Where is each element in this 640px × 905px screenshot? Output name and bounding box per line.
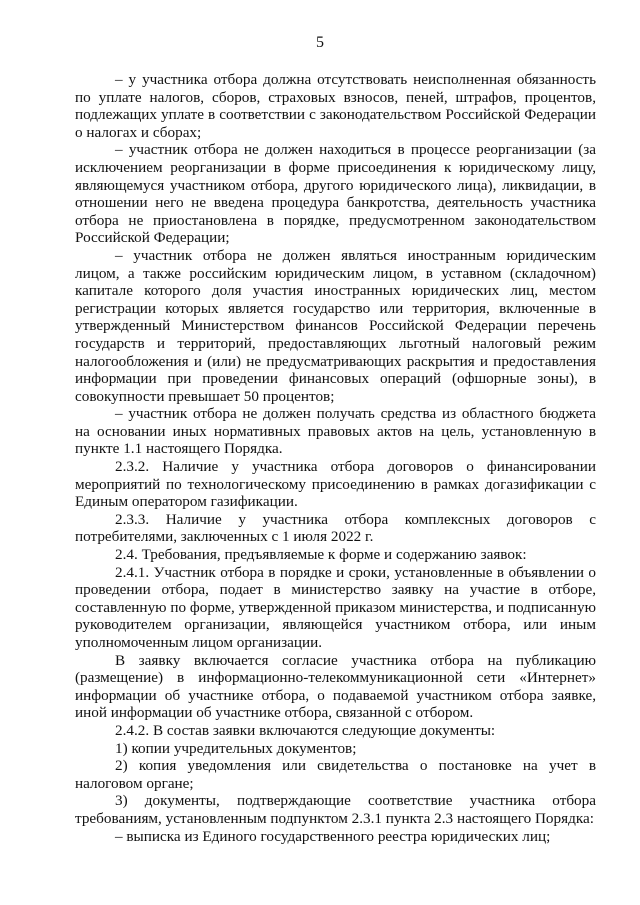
paragraph-2-3-2: 2.3.2. Наличие у участника отбора договоров о финансировании мероприятий по технологическому присоединению в рамках догазификации с Единым оператором газификации. xyxy=(75,458,596,511)
paragraph-reorganization: – участник отбора не должен находиться в процессе реорганизации (за исключением реорганизации в форме присоединения к юридическому лицу, являющемуся участником отбора, другого юридического лица), ликвидации, в отношении него не введена процедура банкротства, деятельность участника отбора не приостановлена в порядке, предусмотренном законодательством Российской Федерации; xyxy=(75,141,596,247)
paragraph-2-4-1: 2.4.1. Участник отбора в порядке и сроки, установленные в объявлении о проведении отбора, подает в министерство заявку на участие в отборе, составленную по форме, утвержденной приказом министерства, и подписанную руководителем организации, являющейся участником отбора, или иным уполномоченным лицом организации. xyxy=(75,563,596,651)
list-item-3: 3) документы, подтверждающие соответствие участника отбора требованиям, установленным подпунктом 2.3.1 пункта 2.3 настоящего Порядка: xyxy=(75,792,596,827)
paragraph-2-4-2: 2.4.2. В состав заявки включаются следующие документы: xyxy=(115,721,496,739)
list-item-2: 2) копия уведомления или свидетельства о постановке на учет в налоговом органе; xyxy=(75,757,596,792)
paragraph-tax-obligations: – у участника отбора должна отсутствовать неисполненная обязанность по уплате налогов, сборов, страховых взносов, пеней, штрафов, процентов, подлежащих уплате в соответствии с законодательством Российской Федерации о налогах и сборах; xyxy=(75,71,596,141)
paragraph-foreign-entity: – участник отбора не должен являться иностранным юридическим лицом, а также российским юридическим лицом, в уставном (складочном) капитале которого доля участия иностранных юридических лиц, местом регистрации которых является государство или территория, включенные в утвержденный Министерством финансов Российской Федерации перечень государств и территорий, предоставляющих льготный налоговый режим налогообложения и (или) не предусматривающих раскрытия и предоставления информации при проведении финансовых операций (офшорные зоны), в совокупности превышает 50 процентов; xyxy=(75,246,596,405)
document-body xyxy=(75,71,596,845)
page-number: 5 xyxy=(316,34,324,51)
list-subitem-extract: – выписка из Единого государственного реестра юридических лиц; xyxy=(115,827,551,845)
paragraph-2-4: 2.4. Требования, предъявляемые к форме и содержанию заявок: xyxy=(115,546,527,564)
paragraph-regional-budget: – участник отбора не должен получать средства из областного бюджета на основании иных нормативных правовых актов на цель, установленную в пункте 1.1 настоящего Порядка. xyxy=(75,405,596,458)
list-item-1: 1) копии учредительных документов; xyxy=(115,739,357,757)
paragraph-2-3-3: 2.3.3. Наличие у участника отбора комплексных договоров с потребителями, заключенных с 1 июля 2022 г. xyxy=(75,510,596,546)
paragraph-consent: В заявку включается согласие участника отбора на публикацию (размещение) в информационно-телекоммуникационной сети «Интернет» информации об участнике отбора, о подаваемой участником отбора заявке, иной информации об участнике отбора, связанной с отбором. xyxy=(75,651,596,722)
